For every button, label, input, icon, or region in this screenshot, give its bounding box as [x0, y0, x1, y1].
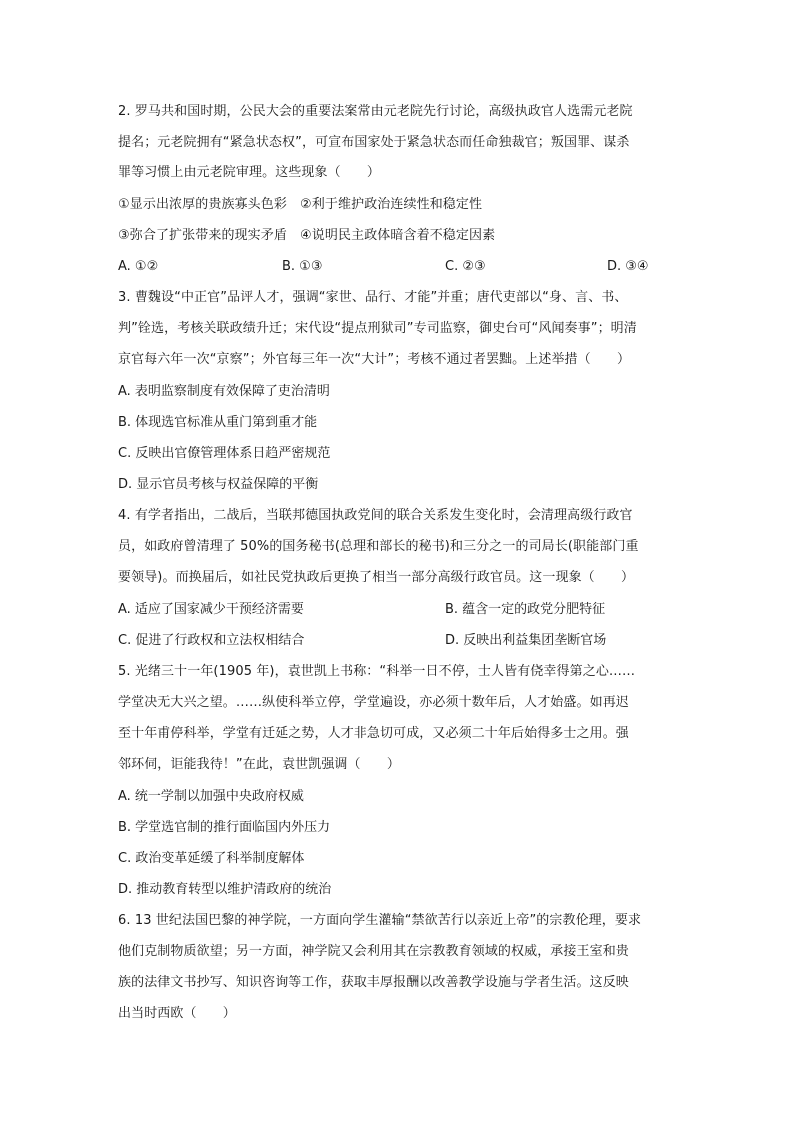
- question-2-line-2: 提名；元老院拥有“紧急状态权”，可宣布国家处于紧急状态而任命独裁官；叛国罪、谋杀: [118, 135, 630, 150]
- question-3-option-a: A. 表明监察制度有效保障了吏治清明: [118, 384, 330, 399]
- question-3-line-3: 京官每六年一次“京察”；外官每三年一次“大计”；考核不通过者罢黜。上述举措（ ）: [118, 352, 631, 367]
- question-3-option-d: D. 显示官员考核与权益保障的平衡: [118, 477, 319, 492]
- question-4-option-d: D. 反映出利益集团垄断官场: [445, 633, 607, 648]
- question-2-option-b: B. ①③: [282, 259, 323, 274]
- question-5-option-b: B. 学堂选官制的推行面临国内外压力: [118, 820, 331, 835]
- question-4-line-3: 要领导)。而换届后，如社民党执政后更换了相当一部分高级行政官员。这一现象（ ）: [118, 570, 635, 585]
- question-2-option-a: A. ①②: [118, 259, 159, 274]
- question-5-line-1: 5. 光绪三十一年(1905 年)，袁世凯上书称：“科举一日不停，士人皆有侥幸得第之心……: [118, 664, 636, 679]
- question-5-line-4: 邻环伺，讵能我待！”在此，袁世凯强调（ ）: [118, 757, 400, 772]
- question-3-option-c: C. 反映出官僚管理体系日趋严密规范: [118, 446, 331, 461]
- question-6-line-3: 族的法律文书抄写、知识咨询等工作，获取丰厚报酬以改善教学设施与学者生活。这反映: [118, 975, 629, 990]
- question-2-line-3: 罪等习惯上由元老院审理。这些现象（ ）: [118, 165, 381, 180]
- question-5-option-a: A. 统一学制以加强中央政府权威: [118, 789, 304, 804]
- question-5-line-3: 至十年甫停科举，学堂有迁延之势，人才非急切可成，又必须二十年后始得多士之用。强: [118, 726, 629, 741]
- question-2-line-1: 2. 罗马共和国时期，公民大会的重要法案常由元老院先行讨论，高级执政官人选需元老院: [118, 104, 633, 119]
- question-3-option-b: B. 体现选官标准从重门第到重才能: [118, 415, 318, 430]
- question-4-line-2: 员，如政府曾清理了 50%的国务秘书(总理和部长的秘书)和三分之一的司局长(职能部门重: [118, 539, 639, 554]
- question-3-line-1: 3. 曹魏设“中正官”品评人才，强调“家世、品行、才能”并重；唐代吏部以“身、言、书、: [118, 290, 628, 305]
- question-5-line-2: 学堂决无大兴之望。……纵使科举立停，学堂遍设，亦必须十数年后，人才始盛。如再迟: [118, 695, 629, 710]
- question-5-option-c: C. 政治变革延缓了科举制度解体: [118, 851, 305, 866]
- question-6-line-1: 6. 13 世纪法国巴黎的神学院，一方面向学生灌输“禁欲苦行以亲近上帝”的宗教伦理，要求: [118, 913, 642, 928]
- question-2-statement-2: ③弥合了扩张带来的现实矛盾 ④说明民主政体暗含着不稳定因素: [118, 228, 496, 243]
- question-6-line-2: 他们克制物质欲望；另一方面，神学院又会利用其在宗教教育领域的权威，承接王室和贵: [118, 944, 629, 959]
- question-4-option-b: B. 蕴含一定的政党分肥特征: [445, 602, 606, 617]
- question-6-line-4: 出当时西欧（ ）: [118, 1006, 236, 1021]
- question-3-line-2: 判”铨选，考核关联政绩升迁；宋代设“提点刑狱司”专司监察，御史台可“风闻奏事”；明清: [118, 321, 637, 336]
- question-4-line-1: 4. 有学者指出，二战后，当联邦德国执政党间的联合关系发生变化时，会清理高级行政官: [118, 508, 633, 523]
- question-2-statement-1: ①显示出浓厚的贵族寡头色彩 ②利于维护政治连续性和稳定性: [118, 197, 483, 212]
- question-5-option-d: D. 推动教育转型以维护清政府的统治: [118, 882, 332, 897]
- question-4-option-a: A. 适应了国家减少干预经济需要: [118, 602, 304, 617]
- question-2-option-c: C. ②③: [445, 259, 486, 274]
- question-4-option-c: C. 促进了行政权和立法权相结合: [118, 633, 305, 648]
- question-2-option-d: D. ③④: [607, 259, 649, 274]
